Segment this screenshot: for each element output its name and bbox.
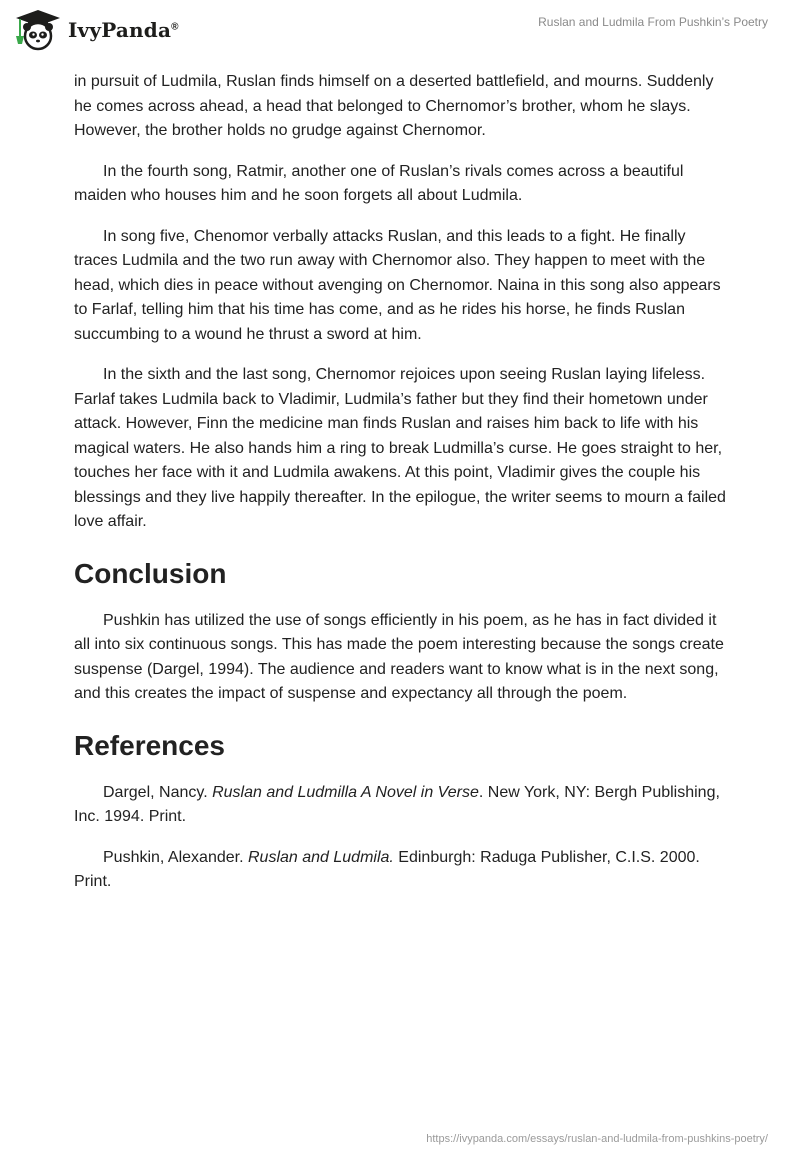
paragraph: In the fourth song, Ratmir, another one of Ruslan’s rivals comes across a beautiful maiden who houses him and he soon forgets all about Ludmila. — [74, 162, 684, 204]
paragraph: In song five, Chenomor verbally attacks Ruslan, and this leads to a fight. He finally traces Ludmila and the two run away with Chernomor also. They happen to meet with the head, which dies in peace without avenging on Chernomor. Naina in this song also appears to Farlaf, telling him that his time has come, and as he rides his horse, he finds Ruslan succumbing to a wound he thrust a sword at him. — [74, 227, 721, 343]
essay-content — [74, 70, 726, 911]
panda-logo-icon — [14, 8, 62, 52]
reference-item: Pushkin, Alexander. Ruslan and Ludmila. Edinburgh: Raduga Publisher, C.I.S. 2000. Print. — [74, 848, 700, 890]
conclusion-heading: Conclusion — [74, 557, 227, 589]
document-title: Ruslan and Ludmila From Pushkin’s Poetry — [538, 15, 768, 29]
brand-name: IvyPanda® — [68, 18, 179, 42]
paragraph: in pursuit of Ludmila, Ruslan finds himself on a deserted battlefield, and mourns. Suddenly he comes across ahead, a head that belonged to Chernomor’s brother, whom he slays. However, the brother holds no grudge against Chernomor. — [74, 73, 714, 139]
paragraph: In the sixth and the last song, Chernomor rejoices upon seeing Ruslan laying lifeless. Farlaf takes Ludmila back to Vladimir, Ludmila’s father but they find their hometown under attack. However, Finn the medicine man finds Ruslan and raises him back to life with his magical waters. He also hands him a ring to break Ludmilla’s curse. He goes straight to her, touches her face with it and Ludmila awakens. At this point, Vladimir gives the couple his blessings and they live happily thereafter. In the epilogue, the writer seems to mourn a failed love affair. — [74, 366, 726, 530]
references-heading: References — [74, 729, 225, 761]
conclusion-paragraph: Pushkin has utilized the use of songs efficiently in his poem, as he has in fact divided it all into six continuous songs. This has made the poem interesting because the songs create suspense (Dargel, 1994). The audience and readers want to know what is in the next song, and this creates the impact of suspense and expectancy all through the poem. — [74, 611, 724, 702]
page-header — [0, 0, 800, 64]
footer-url[interactable]: https://ivypanda.com/essays/ruslan-and-ludmila-from-pushkins-poetry/ — [426, 1133, 768, 1145]
reference-item: Dargel, Nancy. Ruslan and Ludmilla A Novel in Verse. New York, NY: Bergh Publishing, Inc. 1994. Print. — [74, 783, 720, 825]
logo[interactable] — [14, 8, 179, 52]
